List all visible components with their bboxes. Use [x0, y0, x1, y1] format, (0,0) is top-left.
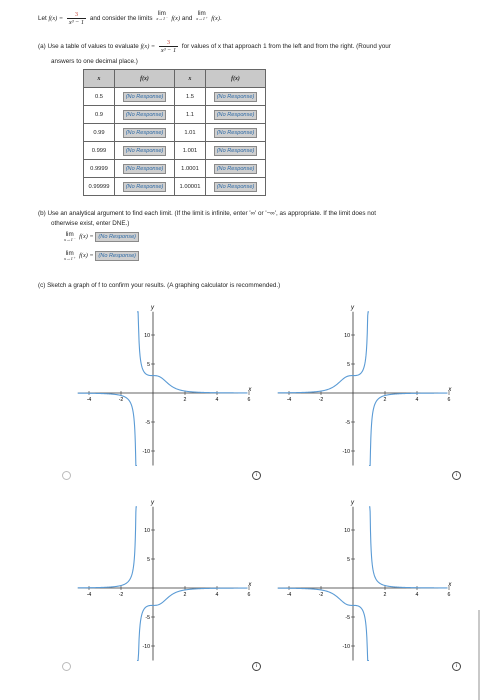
x-tick-label: -2 — [318, 592, 324, 598]
graph-option-3[interactable] — [58, 488, 252, 680]
intro-fraction-num: 3 — [67, 11, 86, 19]
x-tick-label: -2 — [118, 592, 124, 598]
intro-period: . — [219, 15, 222, 23]
curve-branch-right — [369, 507, 447, 588]
intro-and: and — [181, 15, 193, 23]
limit-left-word: lim — [65, 231, 74, 238]
x-tick-label: -4 — [86, 397, 92, 403]
part-a-fraction-den: x³ − 1 — [160, 47, 177, 54]
x-tick-label: 6 — [447, 592, 451, 598]
intro-lim-word-left: lim — [157, 10, 166, 17]
graph-option-1-radio[interactable] — [62, 471, 71, 480]
x-axis-label: x — [248, 387, 252, 393]
no-response-field[interactable]: (No Response) — [214, 146, 258, 156]
y-tick-label: 5 — [147, 557, 150, 563]
intro-limit-left — [156, 11, 167, 22]
table-header-x-left: x — [84, 70, 115, 88]
curve-branch-left — [278, 588, 369, 660]
y-tick-label: -5 — [345, 615, 350, 621]
limit-right-sub: x→1⁺ — [64, 256, 76, 262]
curve-branch-left — [78, 393, 137, 465]
curve-branch-right — [369, 393, 447, 465]
table-cell-response[interactable] — [115, 88, 175, 106]
x-tick-label: -4 — [286, 397, 292, 403]
part-a-instructions — [38, 39, 391, 54]
no-response-field[interactable]: (No Response) — [123, 146, 167, 156]
no-response-field[interactable]: (No Response) — [123, 164, 167, 174]
table-header-row — [84, 70, 266, 88]
info-icon[interactable]: i — [452, 471, 461, 480]
x-tick-label: 4 — [215, 592, 219, 598]
info-icon[interactable]: i — [252, 662, 261, 671]
x-tick-label: -2 — [118, 397, 124, 403]
intro-lim-word-right: lim — [197, 10, 206, 17]
table-cell-response[interactable] — [206, 160, 266, 178]
table-cell-response[interactable] — [206, 124, 266, 142]
no-response-field[interactable]: (No Response) — [214, 110, 258, 120]
x-tick-label: 2 — [383, 592, 387, 598]
graph-option-3-plot — [58, 488, 252, 678]
table-cell-x: 1.01 — [175, 124, 206, 142]
y-tick-label: 10 — [344, 333, 350, 339]
table-cell-response[interactable] — [206, 88, 266, 106]
table-cell-x: 0.9999 — [84, 160, 115, 178]
curve-branch-right — [137, 312, 247, 393]
part-a-text3: answers to one decimal place.) — [51, 58, 138, 65]
table-cell-x: 0.9 — [84, 106, 115, 124]
x-tick-label: -4 — [86, 592, 92, 598]
table-header-x-right: x — [175, 70, 206, 88]
y-tick-label: 10 — [344, 528, 350, 534]
intro-fx-right: f(x) — [211, 15, 220, 23]
y-tick-label: -10 — [142, 449, 150, 455]
limit-left-expression — [64, 232, 75, 243]
info-icon[interactable]: i — [252, 471, 261, 480]
y-axis-label: y — [351, 499, 354, 506]
table-row — [84, 124, 266, 142]
y-tick-label: -10 — [342, 449, 350, 455]
y-tick-label: 10 — [144, 528, 150, 534]
intro-lim-sub-right: x→1⁺ — [196, 16, 208, 22]
no-response-field[interactable]: (No Response) — [214, 164, 258, 174]
table-cell-x: 1.0001 — [175, 160, 206, 178]
curve-branch-left — [78, 507, 137, 588]
graph-option-1-plot — [58, 293, 252, 483]
table-row — [84, 160, 266, 178]
graph-option-2-plot — [258, 293, 452, 483]
x-tick-label: 2 — [183, 397, 187, 403]
table-cell-response[interactable] — [115, 106, 175, 124]
intro-fx: f(x) = — [48, 15, 64, 23]
y-axis-label: y — [351, 304, 354, 311]
y-tick-label: 5 — [347, 557, 350, 563]
limit-left-sub: x→1⁻ — [64, 237, 76, 243]
graph-option-4-plot — [258, 488, 452, 678]
intro-consider: and consider the limits — [89, 15, 153, 23]
x-axis-label: x — [448, 582, 452, 588]
limit-left-fx: f(x) = — [79, 233, 94, 240]
graph-option-2[interactable] — [258, 293, 452, 485]
y-tick-label: -5 — [145, 420, 150, 426]
x-axis-label: x — [448, 387, 452, 393]
curve-branch-right — [137, 588, 247, 660]
intro-let: Let — [38, 15, 47, 23]
part-a-text2: for values of x that approach 1 from the left and from the right. (Round your — [181, 43, 391, 51]
x-tick-label: 4 — [215, 397, 219, 403]
table-cell-x: 0.99999 — [84, 178, 115, 196]
graph-option-3-radio[interactable] — [62, 662, 71, 671]
y-tick-label: 5 — [347, 362, 350, 368]
scrollbar[interactable] — [478, 610, 480, 700]
x-tick-label: 4 — [415, 592, 419, 598]
x-tick-label: -2 — [318, 397, 324, 403]
y-tick-label: 5 — [147, 362, 150, 368]
table-row — [84, 106, 266, 124]
table-cell-response[interactable] — [115, 178, 175, 196]
part-b-text1: (b) Use an analytical argument to find each limit. (If the limit is infinite, enter '∞' or '−∞', as appropriate. If the limit does not — [38, 210, 377, 217]
x-tick-label: 2 — [383, 397, 387, 403]
table-row — [84, 88, 266, 106]
table-cell-x: 0.99 — [84, 124, 115, 142]
x-tick-label: 6 — [247, 592, 251, 598]
table-cell-x: 0.5 — [84, 88, 115, 106]
x-axis-label: x — [248, 582, 252, 588]
y-tick-label: 10 — [144, 333, 150, 339]
no-response-field[interactable]: (No Response) — [123, 128, 167, 138]
y-axis-label: y — [151, 499, 154, 506]
info-icon[interactable]: i — [452, 662, 461, 671]
graph-option-1[interactable] — [58, 293, 252, 485]
x-tick-label: 4 — [415, 397, 419, 403]
graph-option-4[interactable] — [258, 488, 452, 680]
x-tick-label: 2 — [183, 592, 187, 598]
table-cell-x: 1.1 — [175, 106, 206, 124]
part-a-text1: (a) Use a table of values to evaluate — [38, 43, 139, 51]
curve-branch-left — [278, 312, 369, 393]
table-cell-response[interactable] — [115, 160, 175, 178]
table-cell-x: 1.5 — [175, 88, 206, 106]
table-header-fx-right: f(x) — [206, 70, 266, 88]
part-b-text2: otherwise exist, enter DNE.) — [51, 220, 130, 227]
y-tick-label: -5 — [145, 615, 150, 621]
intro-fraction-den: x³ − 1 — [68, 19, 85, 26]
table-row — [84, 178, 266, 196]
part-a-fraction-num: 3 — [159, 39, 178, 47]
table-cell-response[interactable] — [206, 106, 266, 124]
limit-right-word: lim — [65, 250, 74, 257]
y-tick-label: -10 — [342, 644, 350, 650]
no-response-field[interactable]: (No Response) — [123, 92, 167, 102]
limit-left-row — [62, 232, 139, 243]
no-response-field[interactable]: (No Response) — [214, 92, 258, 102]
table-cell-response[interactable] — [115, 124, 175, 142]
no-response-field[interactable]: (No Response) — [123, 182, 167, 192]
table-cell-response[interactable] — [115, 142, 175, 160]
y-axis-label: y — [151, 304, 154, 311]
table-cell-x: 0.999 — [84, 142, 115, 160]
x-tick-label: -4 — [286, 592, 292, 598]
limit-right-input[interactable]: (No Response) — [95, 251, 139, 261]
no-response-field[interactable]: (No Response) — [123, 110, 167, 120]
intro-lim-sub-left: x→1⁻ — [156, 16, 168, 22]
x-tick-label: 6 — [247, 397, 251, 403]
limit-left-input[interactable]: (No Response) — [95, 232, 139, 242]
table-cell-response[interactable] — [206, 142, 266, 160]
table-header-fx-left: f(x) — [115, 70, 175, 88]
values-table — [83, 69, 266, 196]
limit-right-expression — [64, 251, 75, 262]
part-a-fraction — [159, 39, 178, 54]
table-cell-x: 1.001 — [175, 142, 206, 160]
intro-limit-right — [196, 11, 207, 22]
intro-line — [38, 11, 222, 26]
part-c-text: (c) Sketch a graph of f to confirm your results. (A graphing calculator is recommended.) — [38, 282, 281, 289]
x-tick-label: 6 — [447, 397, 451, 403]
y-tick-label: -10 — [142, 644, 150, 650]
no-response-field[interactable]: (No Response) — [214, 182, 258, 192]
limit-right-row — [62, 251, 139, 262]
y-tick-label: -5 — [345, 420, 350, 426]
table-cell-x: 1.00001 — [175, 178, 206, 196]
part-a-fx: f(x) = — [140, 43, 156, 51]
intro-fx-left: f(x) — [171, 15, 181, 23]
intro-fraction — [67, 11, 86, 26]
table-cell-response[interactable] — [206, 178, 266, 196]
no-response-field[interactable]: (No Response) — [214, 128, 258, 138]
limit-right-fx: f(x) = — [79, 252, 94, 259]
table-row — [84, 142, 266, 160]
